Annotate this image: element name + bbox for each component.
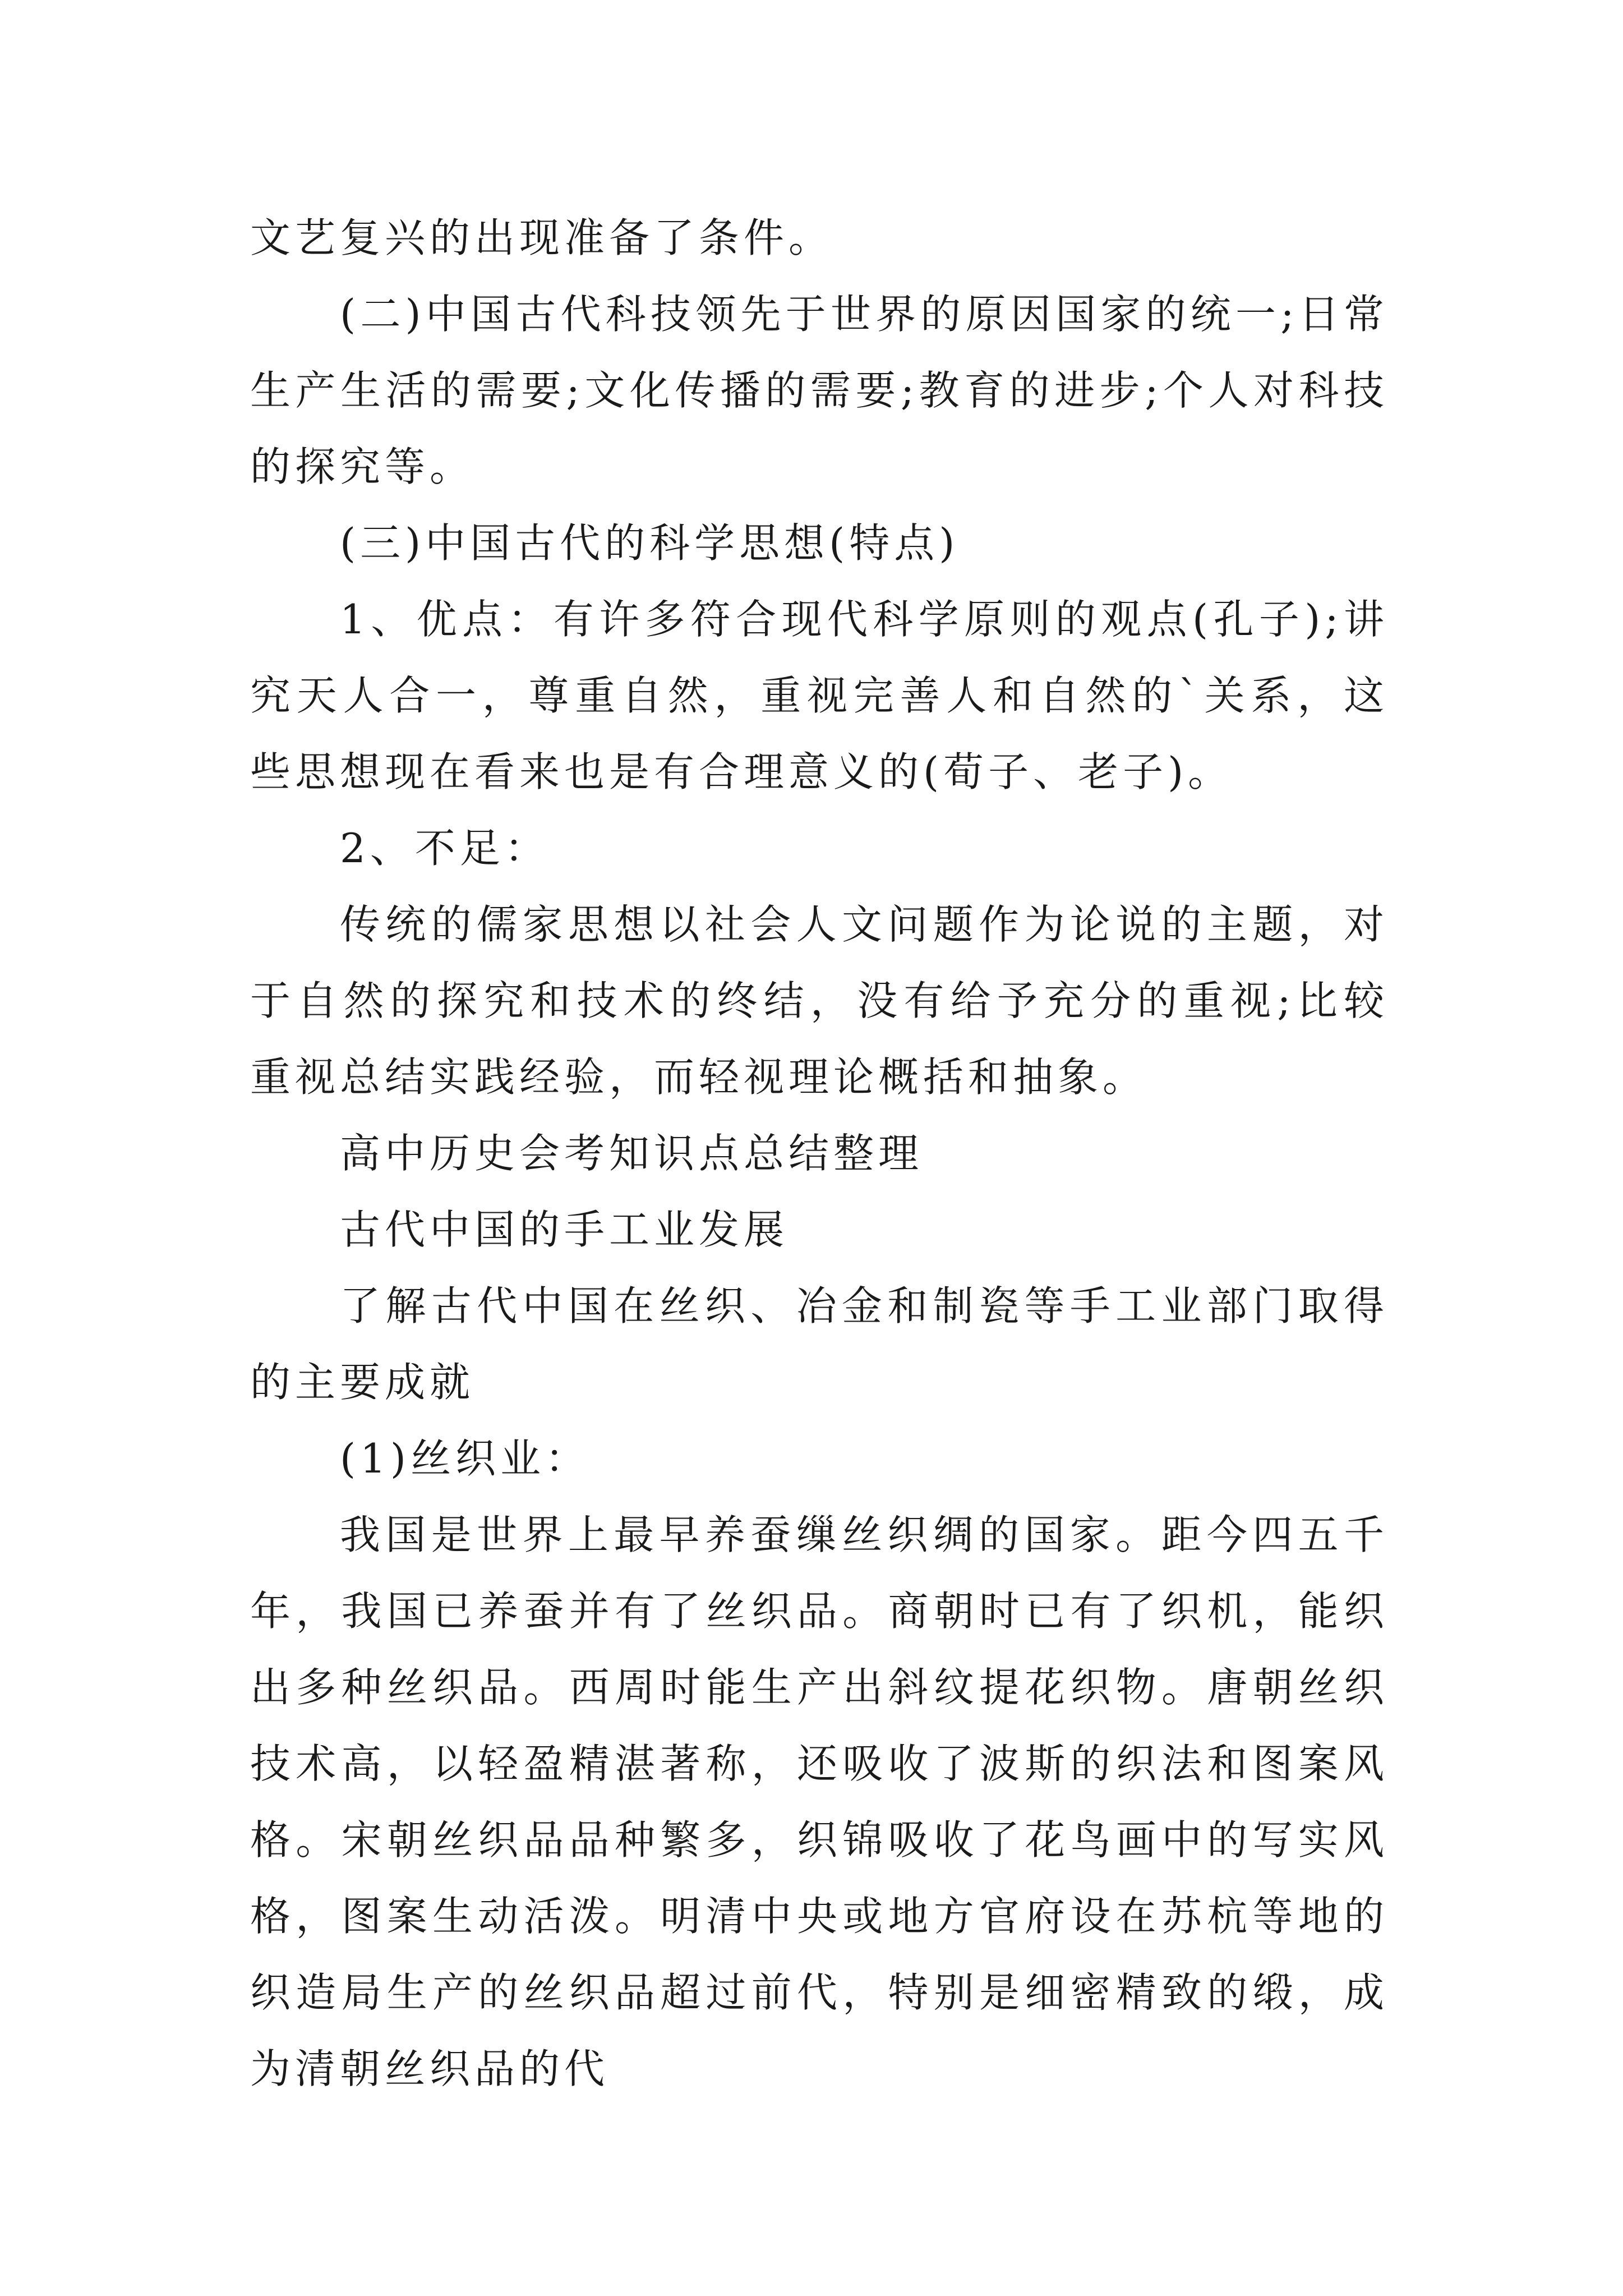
list-label: 2、不足： (340, 825, 550, 872)
paragraph: 文艺复兴的出现准备了条件。 (250, 214, 834, 261)
paragraph: 了解古代中国在丝织、冶金和制瓷等手工业部门取得的主要成就 (250, 1282, 1389, 1406)
document-body (250, 200, 1389, 2107)
paragraph: (二)中国古代科技领先于世界的原因国家的统一;日常生产生活的需要;文化传播的需要;教育的进步;个人对科技的探究等。 (250, 291, 1389, 490)
paragraph: 传统的儒家思想以社会人文问题作为论说的主题，对于自然的探究和技术的终结，没有给予充分的重视;比较重视总结实践经验，而轻视理论概括和抽象。 (250, 901, 1389, 1101)
list-label: (1)丝织业： (340, 1435, 590, 1482)
paragraph: 我国是世界上最早养蚕缫丝织绸的国家。距今四五千年，我国已养蚕并有了丝织品。商朝时已有了织机，能织出多种丝织品。西周时能生产出斜纹提花织物。唐朝丝织技术高，以轻盈精湛著称，还吸收了波斯的织法和图案风格。宋朝丝织品品种繁多，织锦吸收了花鸟画中的写实风格，图案生动活泼。明清中央或地方官府设在苏杭等地的织造局生产的丝织品超过前代，特别是细密精致的缎，成为清朝丝织品的代 (250, 1511, 1389, 2092)
section-heading: (三)中国古代的科学思想(特点) (340, 519, 960, 567)
document-title: 高中历史会考知识点总结整理 (340, 1130, 924, 1177)
section-heading: 古代中国的手工业发展 (340, 1206, 789, 1253)
paragraph: 1、优点：有许多符合现代科学原则的观点(孔子);讲究天人合一，尊重自然，重视完善人和自然的`关系，这些思想现在看来也是有合理意义的(荀子、老子)。 (250, 596, 1389, 795)
